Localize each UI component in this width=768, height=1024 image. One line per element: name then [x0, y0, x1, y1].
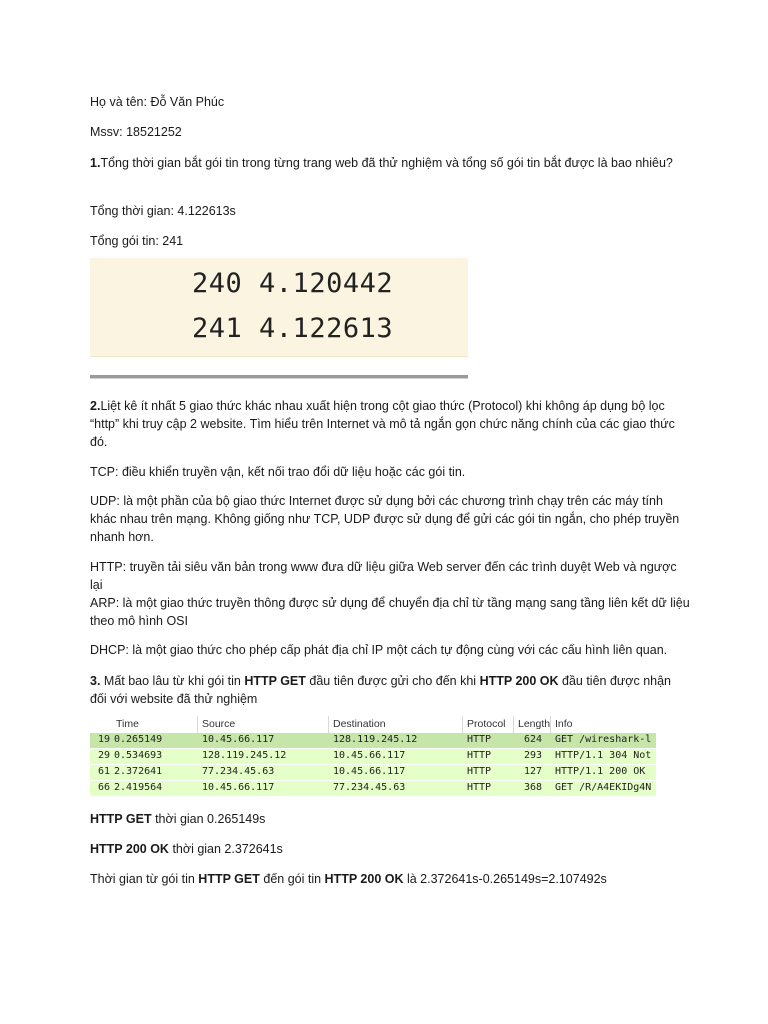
col-protocol: Protocol	[467, 718, 506, 730]
q1-total-packets: Tổng gói tin: 241	[90, 234, 184, 248]
q2-question-text: Liệt kê ít nhất 5 giao thức khác nhau xuất hiện trong cột giao thức (Protocol) khi không áp dụng bộ lọc “http” khi truy cập 2 website. Tìm hiểu trên Internet và mô tả ngắn gọn chức năng chính của các giao thức đó.	[90, 399, 675, 449]
col-destination: Destination	[333, 718, 386, 730]
packet-table-header	[90, 716, 656, 733]
packet-number: 241	[192, 313, 243, 344]
capture-row	[192, 268, 393, 299]
q3-ok-time: HTTP 200 OK thời gian 2.372641s	[90, 842, 283, 856]
col-source: Source	[202, 718, 236, 730]
capture-row	[192, 313, 393, 344]
q2-arp: ARP: là một giao thức truyền thông được sử dụng để chuyển địa chỉ từ tầng mạng sang tầng liên kết dữ liệu theo mô hình OSI	[90, 596, 690, 628]
divider-shadow	[90, 378, 468, 379]
q3-number: 3.	[90, 674, 101, 688]
table-row: 66 2.419564 10.45.66.117 77.234.45.63 HTTP 368 GET /R/A4EKIDg4N	[90, 781, 656, 796]
col-time: Time	[116, 718, 139, 730]
table-row: 61 2.372641 77.234.45.63 10.45.66.117 HTTP 127 HTTP/1.1 200 OK	[90, 765, 656, 780]
col-length: Length	[518, 718, 551, 730]
q2-tcp: TCP: điều khiển truyền vận, kết nối trao đổi dữ liệu hoặc các gói tin.	[90, 465, 466, 479]
table-row: 29 0.534693 128.119.245.12 10.45.66.117 HTTP 293 HTTP/1.1 304 Not	[90, 749, 656, 764]
q2-number: 2.	[90, 399, 101, 413]
q2-dhcp: DHCP: là một giao thức cho phép cấp phát địa chỉ IP một cách tự động cùng với các cấu hình liên quan.	[90, 643, 668, 657]
q1-question	[90, 154, 690, 172]
packet-number: 240	[192, 268, 243, 299]
q2-question	[90, 397, 690, 451]
table-row: 19 0.265149 10.45.66.117 128.119.245.12 HTTP 624 GET /wireshark-l	[90, 733, 656, 748]
student-name: Họ và tên: Đỗ Văn Phúc	[90, 95, 225, 109]
q1-total-time: Tổng thời gian: 4.122613s	[90, 204, 236, 218]
packet-table	[90, 716, 656, 798]
q1-question-text: Tổng thời gian bắt gói tin trong từng trang web đã thử nghiệm và tổng số gói tin bắt được là bao nhiêu?	[100, 156, 673, 170]
packet-time: 4.120442	[259, 268, 394, 299]
q1-number: 1.	[90, 156, 101, 170]
packet-time: 4.122613	[259, 313, 394, 344]
q3-get-time: HTTP GET thời gian 0.265149s	[90, 812, 266, 826]
q3-answer: Thời gian từ gói tin HTTP GET đến gói tin HTTP 200 OK là 2.372641s-0.265149s=2.107492s	[90, 872, 607, 886]
student-id: Mssv: 18521252	[90, 125, 182, 139]
col-info: Info	[555, 718, 573, 730]
q2-http: HTTP: truyền tải siêu văn bản trong www đưa dữ liệu giữa Web server đến các trình duyệt Web và ngược lại	[90, 560, 677, 592]
q2-udp: UDP: là một phần của bộ giao thức Internet được sử dụng bởi các chương trình chạy trên các máy tính khác nhau trên mạng. Không giống như TCP, UDP được sử dụng để gửi các gói tin ngắn, cho phép truyền nhanh hơn.	[90, 494, 680, 544]
q3-question: 3. Mất bao lâu từ khi gói tin HTTP GET đầu tiên được gửi cho đến khi HTTP 200 OK đầu tiên được nhận đối với website đã thử nghiệm	[90, 674, 672, 706]
capture-screenshot	[90, 258, 468, 357]
